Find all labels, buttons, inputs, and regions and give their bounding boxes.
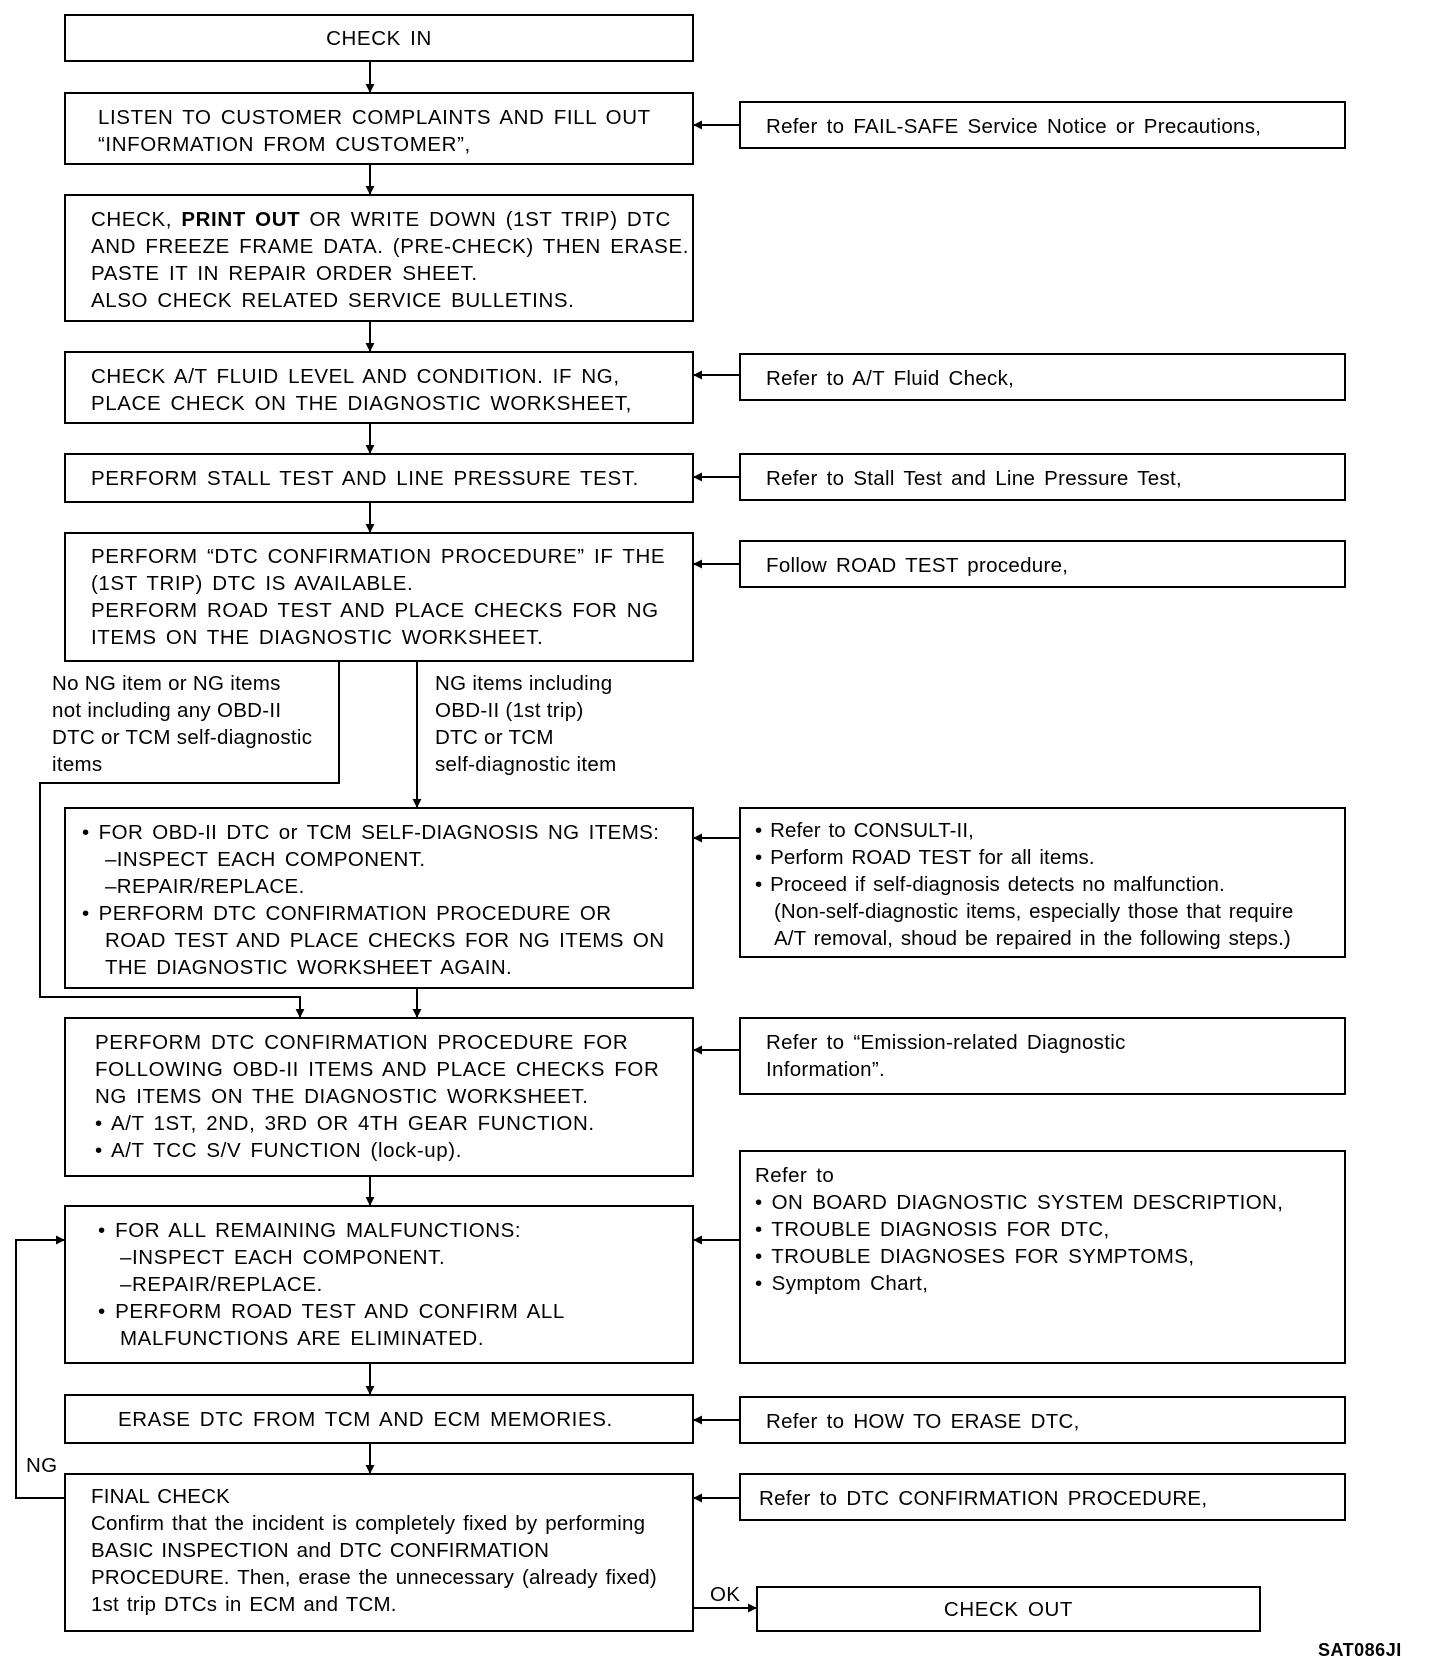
obd-ng-box	[64, 807, 694, 989]
check-print-line-3: PASTE IT IN REPAIR ORDER SHEET.	[91, 262, 478, 285]
ref-consult-box	[739, 807, 1346, 958]
ref-onboard-line-1: Refer to	[755, 1164, 835, 1187]
no-ng-line-3: DTC or TCM self-diagnostic	[52, 726, 313, 749]
dtc-confirm-box	[64, 532, 694, 662]
ref-road-text: Follow ROAD TEST procedure,	[766, 554, 1069, 577]
ng-items-line-4: self-diagnostic item	[435, 753, 617, 776]
dtc-confirm-line-2: (1ST TRIP) DTC IS AVAILABLE.	[91, 572, 414, 595]
ref-onboard-line-5: • Symptom Chart,	[755, 1272, 929, 1295]
ref-dtcproc-text: Refer to DTC CONFIRMATION PROCEDURE,	[759, 1487, 1208, 1510]
check-out-box	[756, 1586, 1261, 1632]
check-print-box	[64, 194, 694, 322]
ng-loop-label: NG	[26, 1454, 58, 1477]
stall-box	[64, 453, 694, 503]
ng-items-line-1: NG items including	[435, 672, 613, 695]
listen-line-2: “INFORMATION FROM CUSTOMER”,	[98, 133, 471, 156]
final-line-3: BASIC INSPECTION and DTC CONFIRMATION	[91, 1539, 550, 1562]
print-out-bold: PRINT OUT	[181, 208, 301, 231]
remaining-line-1: • FOR ALL REMAINING MALFUNCTIONS:	[98, 1219, 522, 1242]
final-check-box	[64, 1473, 694, 1632]
ref-onboard-line-3: • TROUBLE DIAGNOSIS FOR DTC,	[755, 1218, 1110, 1241]
fluid-line-1: CHECK A/T FLUID LEVEL AND CONDITION. IF NG,	[91, 365, 620, 388]
ref-consult-line-1: • Refer to CONSULT-II,	[755, 819, 974, 842]
figure-id: SAT086JI	[1318, 1640, 1402, 1660]
check-in-box	[64, 14, 694, 62]
ng-items-branch-label	[435, 670, 616, 778]
remaining-line-2: –INSPECT EACH COMPONENT.	[120, 1246, 446, 1269]
listen-line-1: LISTEN TO CUSTOMER COMPLAINTS AND FILL OUT	[98, 106, 651, 129]
final-line-5: 1st trip DTCs in ECM and TCM.	[91, 1593, 397, 1616]
obd-ng-line-1: • FOR OBD-II DTC or TCM SELF-DIAGNOSIS NG ITEMS:	[82, 821, 660, 844]
remaining-line-5: MALFUNCTIONS ARE ELIMINATED.	[120, 1327, 485, 1350]
no-ng-line-2: not including any OBD-II	[52, 699, 282, 722]
obd-ng-line-4: • PERFORM DTC CONFIRMATION PROCEDURE OR	[82, 902, 612, 925]
fluid-line-2: PLACE CHECK ON THE DIAGNOSTIC WORKSHEET,	[91, 392, 632, 415]
ref-consult-line-3: • Proceed if self-diagnosis detects no malfunction.	[755, 873, 1225, 896]
ref-emission-line-2: Information”.	[766, 1058, 885, 1081]
ref-road-box	[739, 540, 1346, 588]
check-print-line-2: AND FREEZE FRAME DATA. (PRE-CHECK) THEN ERASE.	[91, 235, 690, 258]
erase-text: ERASE DTC FROM TCM AND ECM MEMORIES.	[118, 1408, 613, 1431]
ok-label: OK	[710, 1583, 741, 1606]
obd-ng-line-5: ROAD TEST AND PLACE CHECKS FOR NG ITEMS ON	[105, 929, 665, 952]
ref-erase-box	[739, 1396, 1346, 1444]
ref-onboard-box	[739, 1150, 1346, 1364]
perform-obd-line-2: FOLLOWING OBD-II ITEMS AND PLACE CHECKS FOR	[95, 1058, 660, 1081]
ng-items-line-3: DTC or TCM	[435, 726, 554, 749]
remaining-line-3: –REPAIR/REPLACE.	[120, 1273, 323, 1296]
check-print-line-4: ALSO CHECK RELATED SERVICE BULLETINS.	[91, 289, 575, 312]
check-print-line-1	[91, 206, 692, 233]
ref-dtcproc-box	[739, 1473, 1346, 1521]
no-ng-line-4: items	[52, 753, 103, 776]
ref-failsafe-text: Refer to FAIL-SAFE Service Notice or Precautions,	[766, 115, 1262, 138]
dtc-confirm-line-1: PERFORM “DTC CONFIRMATION PROCEDURE” IF THE	[91, 545, 666, 568]
perform-obd-line-3: NG ITEMS ON THE DIAGNOSTIC WORKSHEET.	[95, 1085, 589, 1108]
final-line-2: Confirm that the incident is completely fixed by performing	[91, 1512, 646, 1535]
perform-obd-line-5: • A/T TCC S/V FUNCTION (lock-up).	[95, 1139, 462, 1162]
check-out-text: CHECK OUT	[943, 1598, 1074, 1621]
final-line-4: PROCEDURE. Then, erase the unnecessary (already fixed)	[91, 1566, 657, 1589]
stall-text: PERFORM STALL TEST AND LINE PRESSURE TEST.	[91, 467, 639, 490]
ref-fluid-box	[739, 353, 1346, 401]
check-print-line-1a: CHECK,	[91, 208, 173, 231]
ng-items-line-2: OBD-II (1st trip)	[435, 699, 584, 722]
ref-emission-box	[739, 1017, 1346, 1095]
perform-obd-line-1: PERFORM DTC CONFIRMATION PROCEDURE FOR	[95, 1031, 629, 1054]
obd-ng-line-2: –INSPECT EACH COMPONENT.	[105, 848, 426, 871]
ref-stall-box	[739, 453, 1346, 501]
dtc-confirm-line-3: PERFORM ROAD TEST AND PLACE CHECKS FOR NG	[91, 599, 659, 622]
remaining-line-4: • PERFORM ROAD TEST AND CONFIRM ALL	[98, 1300, 565, 1323]
ref-consult-line-2: • Perform ROAD TEST for all items.	[755, 846, 1095, 869]
ref-stall-text: Refer to Stall Test and Line Pressure Test,	[766, 467, 1183, 490]
ref-consult-line-4: (Non-self-diagnostic items, especially those that require	[774, 900, 1294, 923]
ref-emission-line-1: Refer to “Emission-related Diagnostic	[766, 1031, 1126, 1054]
ref-consult-line-5: A/T removal, shoud be repaired in the following steps.)	[774, 927, 1291, 950]
erase-box	[64, 1394, 694, 1444]
fluid-box	[64, 351, 694, 424]
no-ng-line-1: No NG item or NG items	[52, 672, 281, 695]
listen-box	[64, 92, 694, 165]
obd-ng-line-6: THE DIAGNOSTIC WORKSHEET AGAIN.	[105, 956, 513, 979]
perform-obd-line-4: • A/T 1ST, 2ND, 3RD OR 4TH GEAR FUNCTION.	[95, 1112, 595, 1135]
obd-ng-line-3: –REPAIR/REPLACE.	[105, 875, 305, 898]
check-print-line-1b: OR WRITE DOWN (1ST TRIP) DTC	[309, 208, 671, 231]
ref-onboard-line-2: • ON BOARD DIAGNOSTIC SYSTEM DESCRIPTION,	[755, 1191, 1284, 1214]
remaining-box	[64, 1205, 694, 1364]
ref-erase-text: Refer to HOW TO ERASE DTC,	[766, 1410, 1080, 1433]
ref-onboard-line-4: • TROUBLE DIAGNOSES FOR SYMPTOMS,	[755, 1245, 1195, 1268]
final-line-1: FINAL CHECK	[91, 1485, 230, 1508]
ref-fluid-text: Refer to A/T Fluid Check,	[766, 367, 1015, 390]
no-ng-branch-label	[52, 670, 312, 778]
dtc-confirm-line-4: ITEMS ON THE DIAGNOSTIC WORKSHEET.	[91, 626, 544, 649]
check-in-text: CHECK IN	[326, 27, 432, 50]
perform-obd-box	[64, 1017, 694, 1177]
ref-failsafe-box	[739, 101, 1346, 149]
